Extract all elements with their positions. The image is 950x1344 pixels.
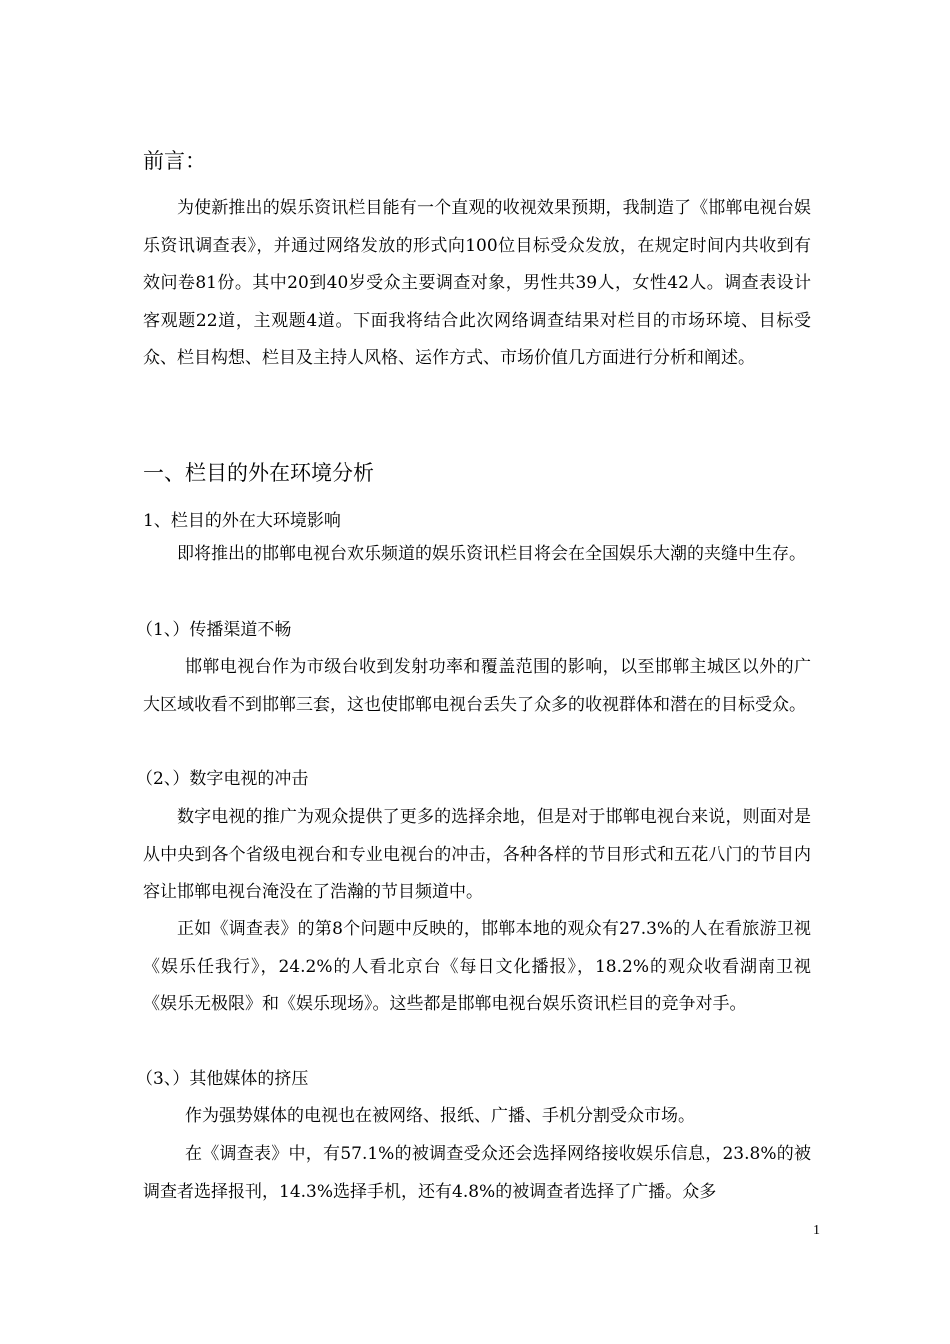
preface-heading: 前言： <box>143 149 206 173</box>
point-2-paragraph-2: 正如《调查表》的第8个问题中反映的，邯郸本地的观众有27.3%的人在看旅游卫视《娱乐任我行》，24.2%的人看北京台《每日文化播报》，18.2%的观众收看湖南卫视《娱乐无极限》和《娱乐现场》。这些都是邯郸电视台娱乐资讯栏目的竞争对手。 <box>143 919 811 1014</box>
point-1-heading: （1、）传播渠道不畅 <box>136 620 292 640</box>
point-1-paragraph: 邯郸电视台作为市级台收到发射功率和覆盖范围的影响，以至邯郸主城区以外的广大区域收看不到邯郸三套，这也使邯郸电视台丢失了众多的收视群体和潜在的目标受众。 <box>143 657 811 715</box>
point-3-paragraph-2: 在《调查表》中，有57.1%的被调查受众还会选择网络接收娱乐信息，23.8%的被调查者选择报刊，14.3%选择手机，还有4.8%的被调查者选择了广播。众多 <box>143 1144 811 1202</box>
point-2-heading: （2、）数字电视的冲击 <box>136 769 309 789</box>
subsection-intro-paragraph: 即将推出的邯郸电视台欢乐频道的娱乐资讯栏目将会在全国娱乐大潮的夹缝中生存。 <box>177 544 806 564</box>
point-3-heading: （3、）其他媒体的挤压 <box>136 1069 309 1089</box>
preface-paragraph: 为使新推出的娱乐资讯栏目能有一个直观的收视效果预期，我制造了《邯郸电视台娱乐资讯调查表》，并通过网络发放的形式向100位目标受众发放，在规定时间内共收到有效问卷81份。其中20到40岁受众主要调查对象，男性共39人，女性42人。调查表设计客观题22道，主观题4道。下面我将结合此次网络调查结果对栏目的市场环境、目标受众、栏目构想、栏目及主持人风格、运作方式、市场价值几方面进行分析和阐述。 <box>143 198 811 368</box>
point-3-paragraph-1: 作为强势媒体的电视也在被网络、报纸、广播、手机分割受众市场。 <box>185 1106 695 1126</box>
section-heading: 一、栏目的外在环境分析 <box>143 461 374 485</box>
point-2-paragraph-1: 数字电视的推广为观众提供了更多的选择余地，但是对于邯郸电视台来说，则面对是从中央到各个省级电视台和专业电视台的冲击，各种各样的节目形式和五花八门的节目内容让邯郸电视台淹没在了浩瀚的节目频道中。 <box>143 807 811 902</box>
subsection-heading: 1、栏目的外在大环境影响 <box>143 511 341 531</box>
page-number: 1 <box>813 1223 820 1238</box>
